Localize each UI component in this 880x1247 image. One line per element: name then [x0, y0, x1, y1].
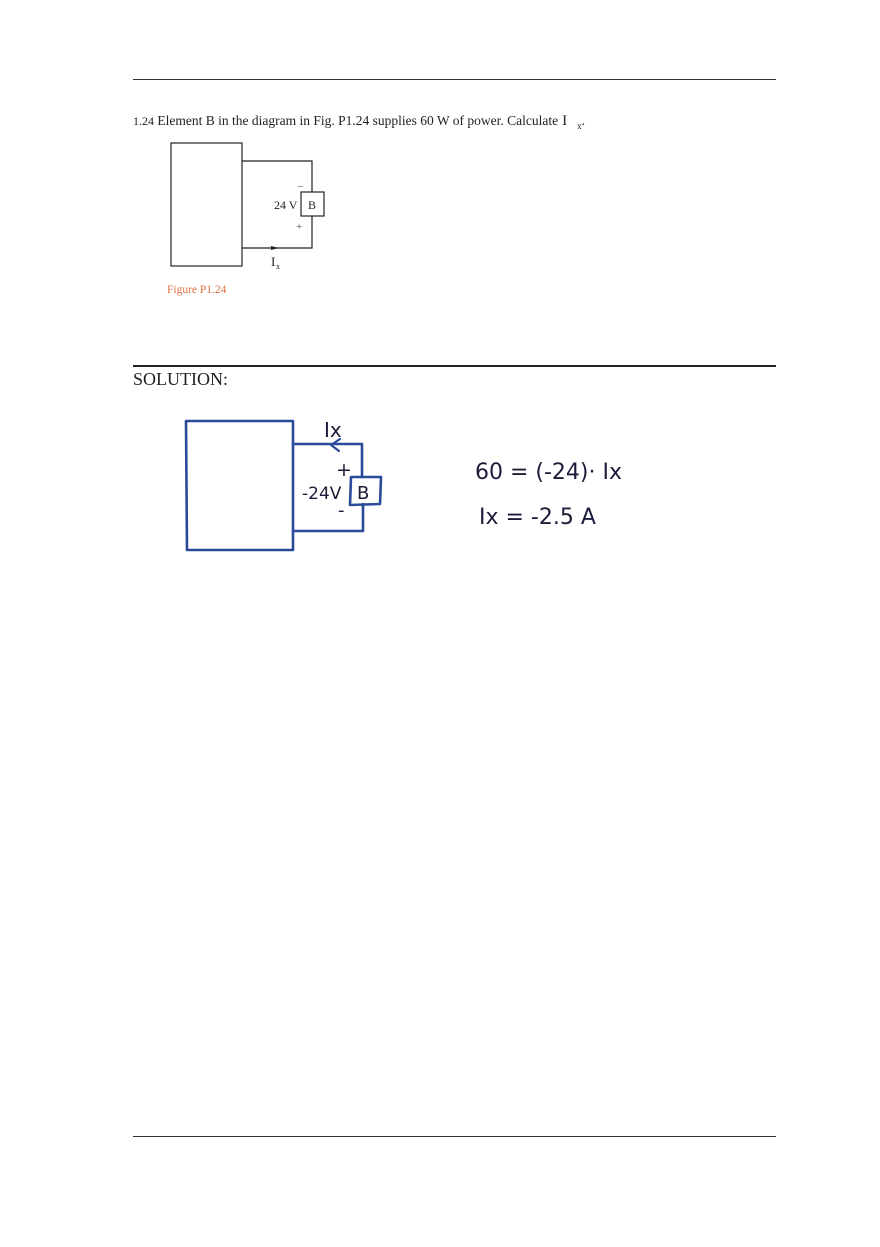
problem-end: . [581, 113, 585, 128]
bottom-rule [133, 1136, 776, 1137]
solution-element-label: B [357, 483, 370, 504]
solution-plus-sign: + [336, 459, 352, 481]
solution-heading: SOLUTION: [133, 369, 228, 389]
solution-bottom-wire [293, 504, 363, 531]
solution-equation-1: 60 = (-24)· Ix [475, 460, 623, 485]
element-b-label: B [307, 198, 317, 212]
figure-caption: Figure P1.24 [167, 284, 227, 296]
voltage-label: 24 V [274, 198, 298, 212]
solution-source-box [186, 421, 293, 550]
solution-equation-2: Ix = -2.5 A [479, 505, 596, 530]
current-subscript: x [276, 262, 280, 271]
problem-variable-subscript: x [577, 121, 582, 131]
problem-number: 1.24 [133, 114, 154, 128]
current-label: I [271, 254, 276, 269]
solution-voltage-label: -24V [302, 484, 342, 504]
problem-text: Element B in the diagram in Fig. P1.24 supplies 60 W of power. Calculate [157, 113, 559, 128]
solution-current-label: Ix [324, 418, 342, 442]
problem-variable: I [562, 113, 568, 129]
minus-sign: − [297, 181, 304, 193]
solution-minus-sign: - [338, 500, 345, 521]
plus-sign: + [296, 221, 303, 233]
